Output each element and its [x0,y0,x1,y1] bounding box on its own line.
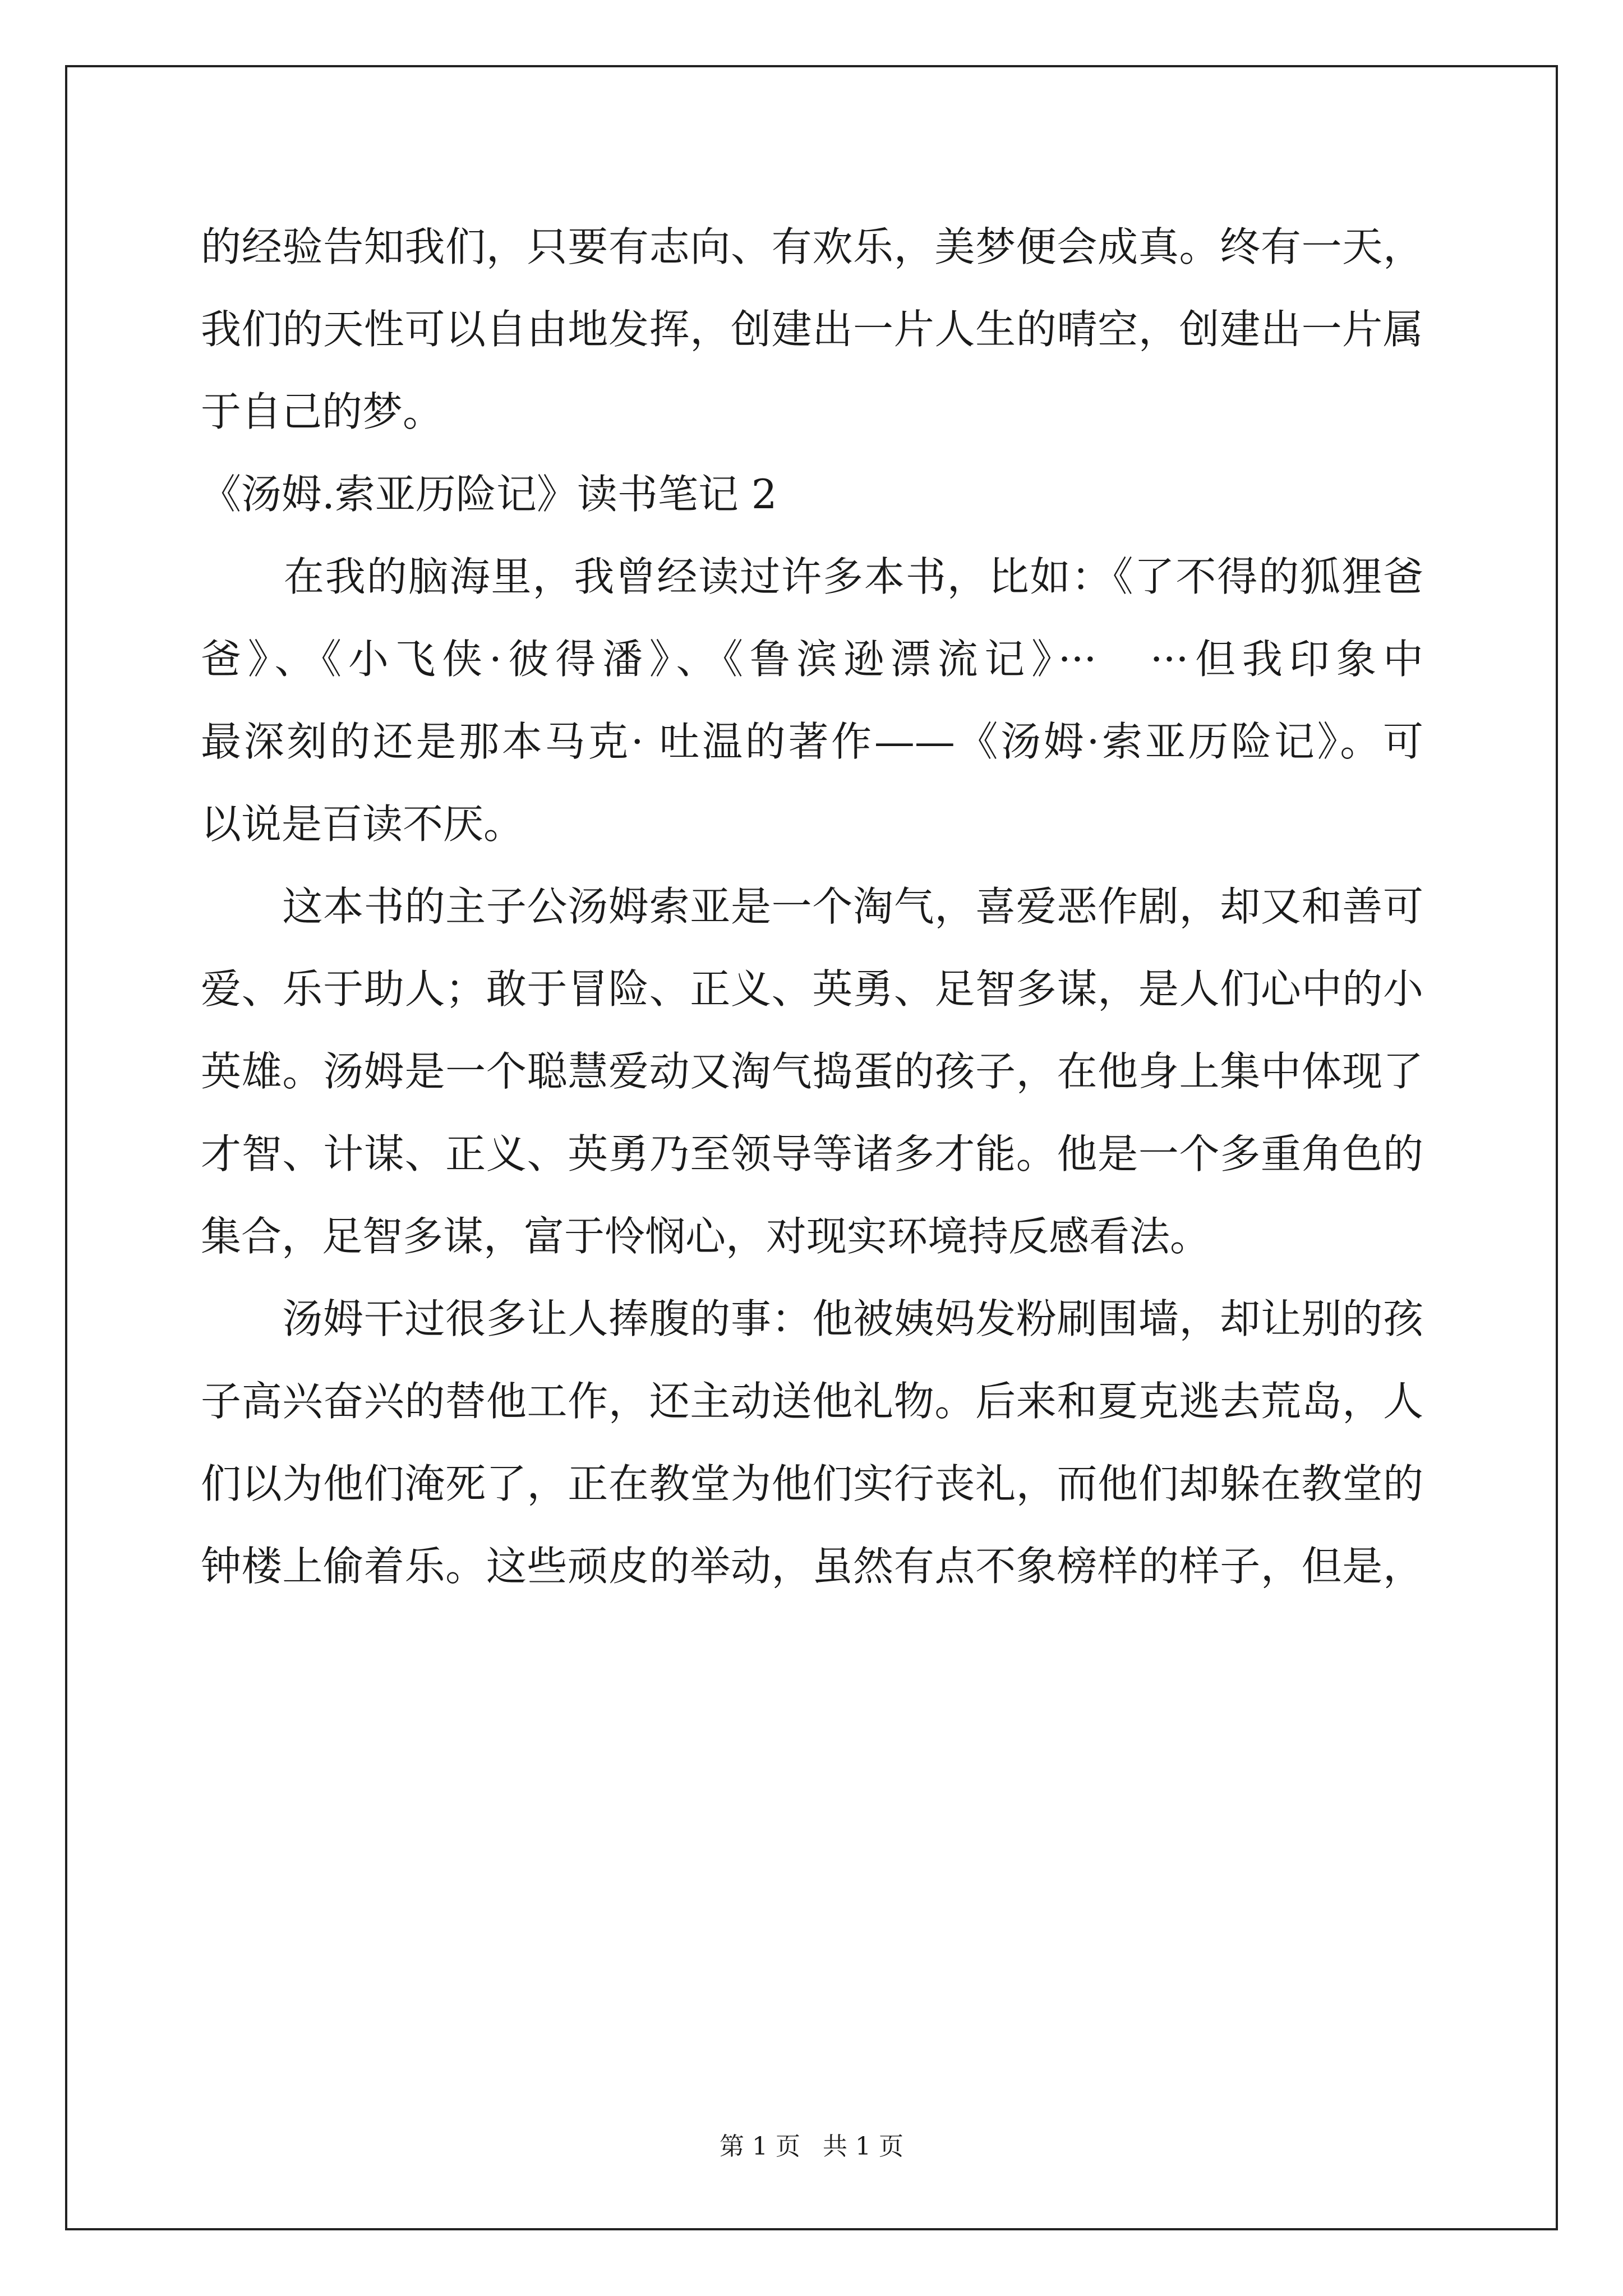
text-line: 才智、计谋、正义、英勇乃至领导等诸多才能。他是一个多重角色的 [201,1130,1423,1177]
text-line: 最深刻的还是那本马克· 吐温的著作——《汤姆·索亚历险记》。可 [201,718,1423,765]
document-body [201,219,1423,1621]
text-line: 子高兴奋兴的替他工作，还主动送他礼物。后来和夏克逃去荒岛，人 [201,1378,1423,1425]
page-total: 共 1 页 [823,2132,903,2161]
text-line: 集合，足智多谋，富于怜悯心，对现实环境持反感看法。 [201,1213,1211,1260]
page-footer [0,2126,1623,2162]
text-line: 汤姆干过很多让人捧腹的事：他被姨妈发粉刷围墙，却让别的孩 [201,1295,1423,1342]
text-line: 们以为他们淹死了，正在教堂为他们实行丧礼，而他们却躲在教堂的 [201,1460,1423,1507]
text-line: 以说是百读不厌。 [201,800,524,848]
text-line: 的经验告知我们，只要有志向、有欢乐，美梦便会成真。终有一天， [201,223,1423,270]
text-line: 爸》、《小飞侠·彼得潘》、《鲁滨逊漂流记》··· ···但我印象中 [201,636,1423,683]
text-line: 我们的天性可以自由地发挥，创建出一片人生的晴空，创建出一片属 [201,306,1423,353]
text-line: 在我的脑海里，我曾经读过许多本书，比如：《了不得的狐狸爸 [201,553,1423,600]
text-line: 这本书的主子公汤姆索亚是一个淘气，喜爱恶作剧，却又和善可 [201,883,1423,930]
section-heading: 《汤姆.索亚历险记》读书笔记 2 [201,471,777,518]
page-number: 第 1 页 [720,2132,800,2161]
text-line: 英雄。汤姆是一个聪慧爱动又淘气捣蛋的孩子，在他身上集中体现了 [201,1048,1423,1095]
text-line: 钟楼上偷着乐。这些顽皮的举动，虽然有点不象榜样的样子，但是， [201,1543,1423,1590]
text-line: 于自己的梦。 [201,388,444,435]
text-line: 爱、乐于助人；敢于冒险、正义、英勇、足智多谋，是人们心中的小 [201,965,1423,1013]
